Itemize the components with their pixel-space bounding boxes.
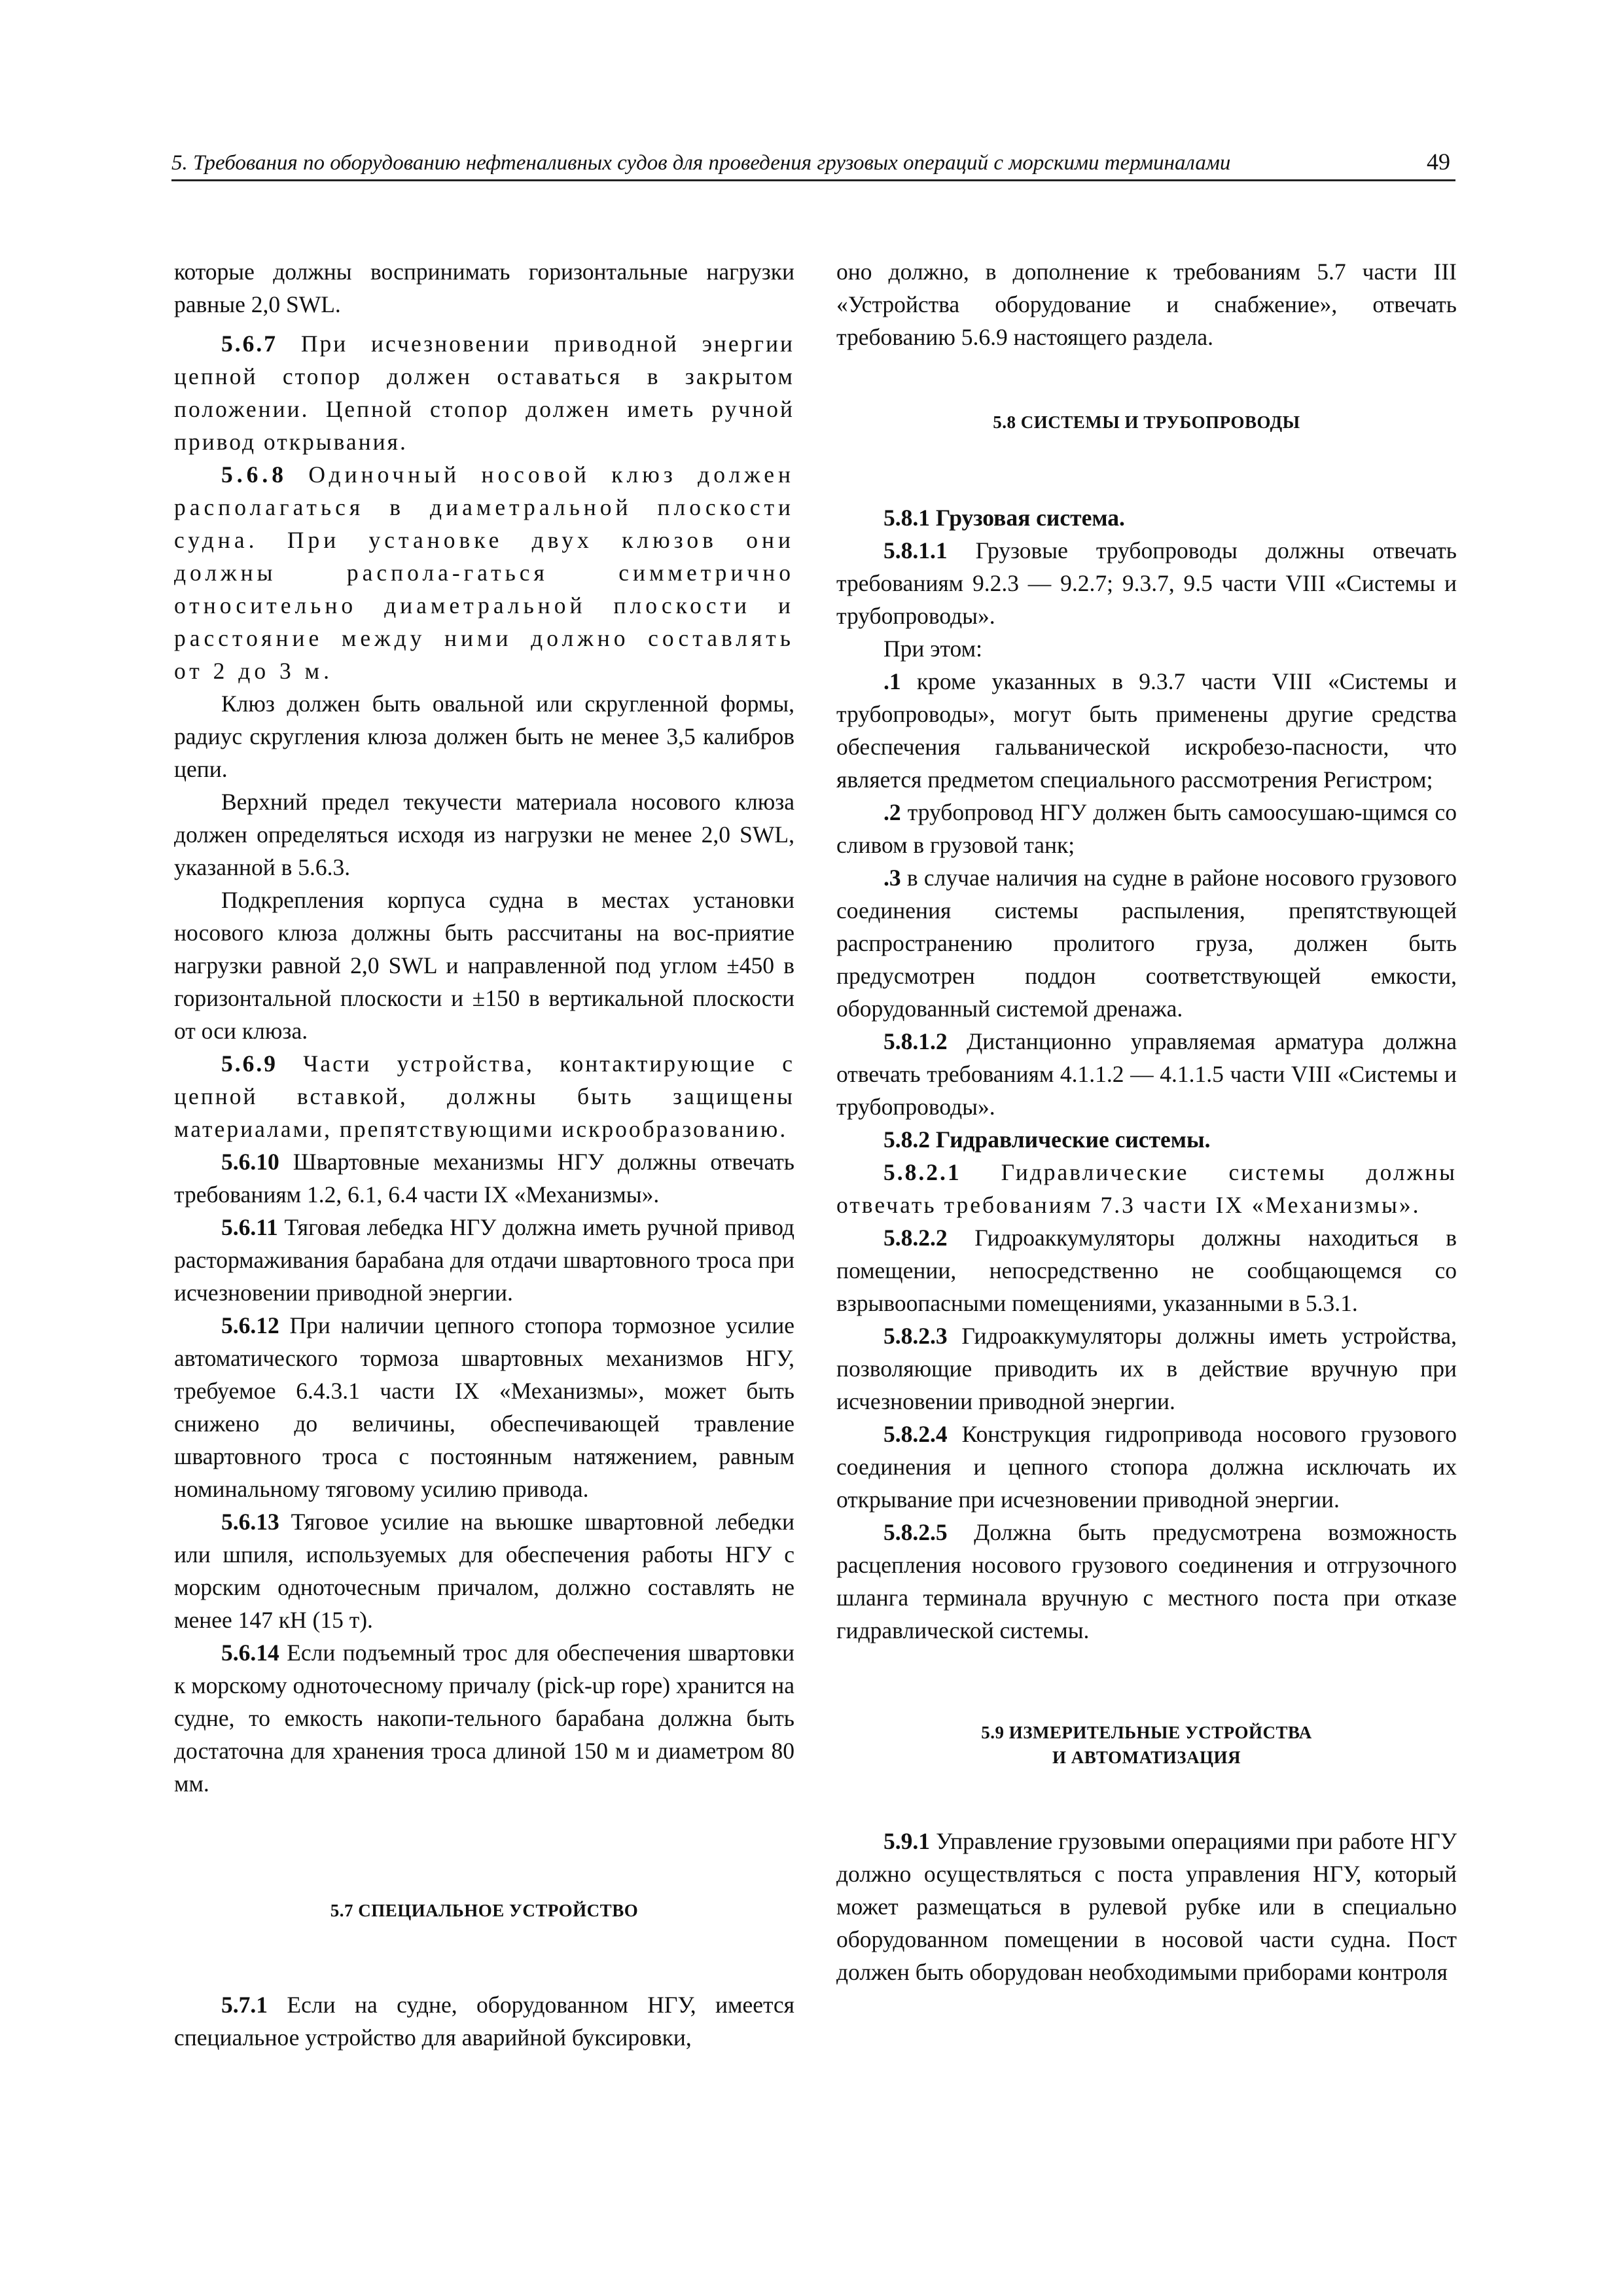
clause-text: Должна быть предусмотрена возможность расцепления носового грузового соединения и отгрузочного шланга терминала вручную с местного поста при отказе гидравлической системы. <box>836 1519 1457 1643</box>
paragraph-text: которые должны воспринимать горизонтальные нагрузки равные 2,0 SWL. <box>174 259 794 317</box>
clause-text: Конструкция гидропривода носового грузового соединения и цепного стопора должна исключать их открывание при исчезновении приводной энергии. <box>836 1421 1457 1513</box>
clause-text: При исчезновении приводной энергии цепной стопор должен оставаться в закрытом положении. Цепной стопор должен иметь ручной привод открывания. <box>174 331 794 455</box>
clause-text: Управление грузовыми операциями при работе НГУ должно осуществляться с поста управления НГУ, который может размещаться в рулевой рубке или в специально оборудованном помещении в носовой части судна. Пост должен быть оборудован необходимыми приборами контроля <box>836 1828 1457 1985</box>
clause-text: Грузовые трубопроводы должны отвечать требованиям 9.2.3 — 9.2.7; 9.3.7, 9.5 части VIII «Системы и трубопроводы». <box>836 537 1457 629</box>
paragraph-text: Верхний предел текучести материала носового клюза должен определяться исходя из нагрузки не менее 2,0 SWL, указанной в 5.6.3. <box>174 789 794 880</box>
paragraph <box>174 687 794 785</box>
clause-5-8-2-1 <box>836 1156 1457 1221</box>
clause-5-6-10 <box>174 1145 794 1211</box>
clause-number: 5.8.1.1 <box>883 537 948 564</box>
list-item-text: трубопровод НГУ должен быть самоосушаю-щимся со сливом в грузовой танк; <box>836 799 1457 858</box>
clause-number: 5.8.2.4 <box>883 1421 948 1447</box>
clause-5-6-12 <box>174 1309 794 1505</box>
clause-text: При наличии цепного стопора тормозное усилие автоматического тормоза швартовных механизмов НГУ, требуемое 6.4.3.1 части IX «Механизмы», может быть снижено до величины, обеспечивающей травление швартовного троса с постоянным натяжением, равным номинальному тяговому усилию привода. <box>174 1312 794 1502</box>
paragraph-text: При этом: <box>883 636 982 662</box>
section-heading-5-7: 5.7 СПЕЦИАЛЬНОЕ УСТРОЙСТВО <box>330 1901 639 1920</box>
clause-5-6-11 <box>174 1211 794 1309</box>
list-marker: .3 <box>883 865 901 891</box>
clause-number: 5.6.9 <box>221 1050 277 1077</box>
clause-5-6-8 <box>174 458 794 687</box>
list-marker: .2 <box>883 799 901 825</box>
clause-number: 5.6.10 <box>221 1149 279 1175</box>
paragraph-text: оно должно, в дополнение к требованиям 5.7 части III «Устройства оборудование и снабжение», отвечать требованию 5.6.9 настоящего раздела. <box>836 259 1457 350</box>
paragraph <box>836 632 1457 665</box>
clause-5-6-13 <box>174 1505 794 1636</box>
page-number: 49 <box>1427 149 1450 175</box>
clause-text: Гидроаккумуляторы должны находиться в помещении, непосредственно не сообщающемся со взрывоопасными помещениями, указанными в 5.3.1. <box>836 1225 1457 1316</box>
list-item-3 <box>836 861 1457 1025</box>
clause-text: Части устройства, контактирующие с цепной вставкой, должны быть защищены материалами, препятствующими искрообразованию. <box>174 1050 794 1142</box>
clause-number: 5.8.2.1 <box>883 1159 961 1185</box>
clause-5-6-14 <box>174 1636 794 1800</box>
clause-number: 5.6.11 <box>221 1214 278 1240</box>
section-heading-line: 5.9 ИЗМЕРИТЕЛЬНЫЕ УСТРОЙСТВА <box>981 1723 1312 1742</box>
paragraph <box>174 255 794 321</box>
right-column <box>836 255 1457 1988</box>
running-header-title: 5. Требования по оборудованию нефтеналивных судов для проведения грузовых операций с морскими терминалами <box>171 151 1231 175</box>
clause-5-8-2-3 <box>836 1319 1457 1418</box>
paragraph <box>174 884 794 1047</box>
list-item-2 <box>836 796 1457 861</box>
clause-number: 5.6.8 <box>221 461 287 488</box>
clause-number: 5.8.2.3 <box>883 1323 948 1349</box>
subsection-heading-5-8-1: 5.8.1 Грузовая система. <box>883 505 1125 531</box>
clause-5-8-1-2 <box>836 1025 1457 1123</box>
list-item-text: в случае наличия на судне в районе носового грузового соединения системы распыления, препятствующей распространению пролитого груза, должен быть предусмотрен поддон соответствующей емкости, оборудованный системой дренажа. <box>836 865 1457 1022</box>
clause-5-8-1-1 <box>836 534 1457 632</box>
left-column <box>174 255 794 2054</box>
clause-text: Тяговое усилие на вьюшке швартовной лебедки или шпиля, используемых для обеспечения работы НГУ с морским одноточесным причалом, должно составлять не менее 147 кН (15 т). <box>174 1509 794 1633</box>
clause-number: 5.8.1.2 <box>883 1028 948 1054</box>
clause-text: Тяговая лебедка НГУ должна иметь ручной привод растормаживания барабана для отдачи швартовного троса при исчезновении приводной энергии. <box>174 1214 794 1306</box>
list-marker: .1 <box>883 668 901 694</box>
clause-number: 5.7.1 <box>221 1992 268 2018</box>
clause-5-8-2-2 <box>836 1221 1457 1319</box>
clause-text: Если на судне, оборудованном НГУ, имеется специальное устройство для аварийной буксировки, <box>174 1992 794 2051</box>
clause-number: 5.8.2.2 <box>883 1225 948 1251</box>
clause-number: 5.6.14 <box>221 1640 279 1666</box>
paragraph <box>174 785 794 884</box>
clause-5-9-1 <box>836 1825 1457 1988</box>
clause-5-6-9 <box>174 1047 794 1145</box>
list-item-text: кроме указанных в 9.3.7 части VIII «Системы и трубопроводы», могут быть применены другие средства обеспечения гальванической искробезо-пасности, что является предметом специального рассмотрения Регистром; <box>836 668 1457 793</box>
clause-5-8-2-4 <box>836 1418 1457 1516</box>
clause-number: 5.6.12 <box>221 1312 279 1338</box>
paragraph-text: Подкрепления корпуса судна в местах установки носового клюза должны быть рассчитаны на вос-приятие нагрузки равной 2,0 SWL и направленной под углом ±450 в горизонтальной плоскости и ±150 в вертикальной плоскости от оси клюза. <box>174 887 794 1044</box>
section-heading-line: И АВТОМАТИЗАЦИЯ <box>1052 1748 1241 1767</box>
paragraph-text: Клюз должен быть овальной или скругленной формы, радиус скругления клюза должен быть не менее 3,5 калибров цепи. <box>174 691 794 782</box>
clause-number: 5.6.7 <box>221 331 277 357</box>
clause-number: 5.6.13 <box>221 1509 279 1535</box>
clause-text: Если подъемный трос для обеспечения швартовки к морскому одноточесному причалу (pick-up rope) хранится на судне, то емкость накопи-тельного барабана должна быть достаточна для хранения троса длиной 150 м и диаметром 80 мм. <box>174 1640 794 1797</box>
clause-text: Дистанционно управляемая арматура должна отвечать требованиям 4.1.1.2 — 4.1.1.5 части VIII «Системы и трубопроводы». <box>836 1028 1457 1120</box>
clause-number: 5.8.2.5 <box>883 1519 948 1545</box>
section-heading-5-9 <box>836 1720 1457 1770</box>
clause-5-6-7 <box>174 327 794 458</box>
section-heading-5-8: 5.8 СИСТЕМЫ И ТРУБОПРОВОДЫ <box>993 412 1300 432</box>
subsection-heading-5-8-2: 5.8.2 Гидравлические системы. <box>883 1126 1211 1153</box>
clause-5-8-2-5 <box>836 1516 1457 1647</box>
clause-text: Гидравлические системы должны отвечать требованиям 7.3 части IX «Механизмы». <box>836 1159 1457 1218</box>
paragraph <box>836 255 1457 353</box>
clause-text: Швартовные механизмы НГУ должны отвечать требованиям 1.2, 6.1, 6.4 части IX «Механизмы». <box>174 1149 794 1208</box>
clause-5-7-1 <box>174 1988 794 2054</box>
clause-text: Гидроаккумуляторы должны иметь устройства, позволяющие приводить их в действие вручную при исчезновении приводной энергии. <box>836 1323 1457 1414</box>
clause-text: Одиночный носовой клюз должен располагаться в диаметральной плоскости судна. При установке двух клюзов они должны распола-гаться симметрично относительно диаметральной плоскости и расстояние между ними должно составлять от 2 до 3 м. <box>174 461 794 684</box>
list-item-1 <box>836 665 1457 796</box>
running-header <box>171 143 1455 181</box>
clause-number: 5.9.1 <box>883 1828 930 1854</box>
